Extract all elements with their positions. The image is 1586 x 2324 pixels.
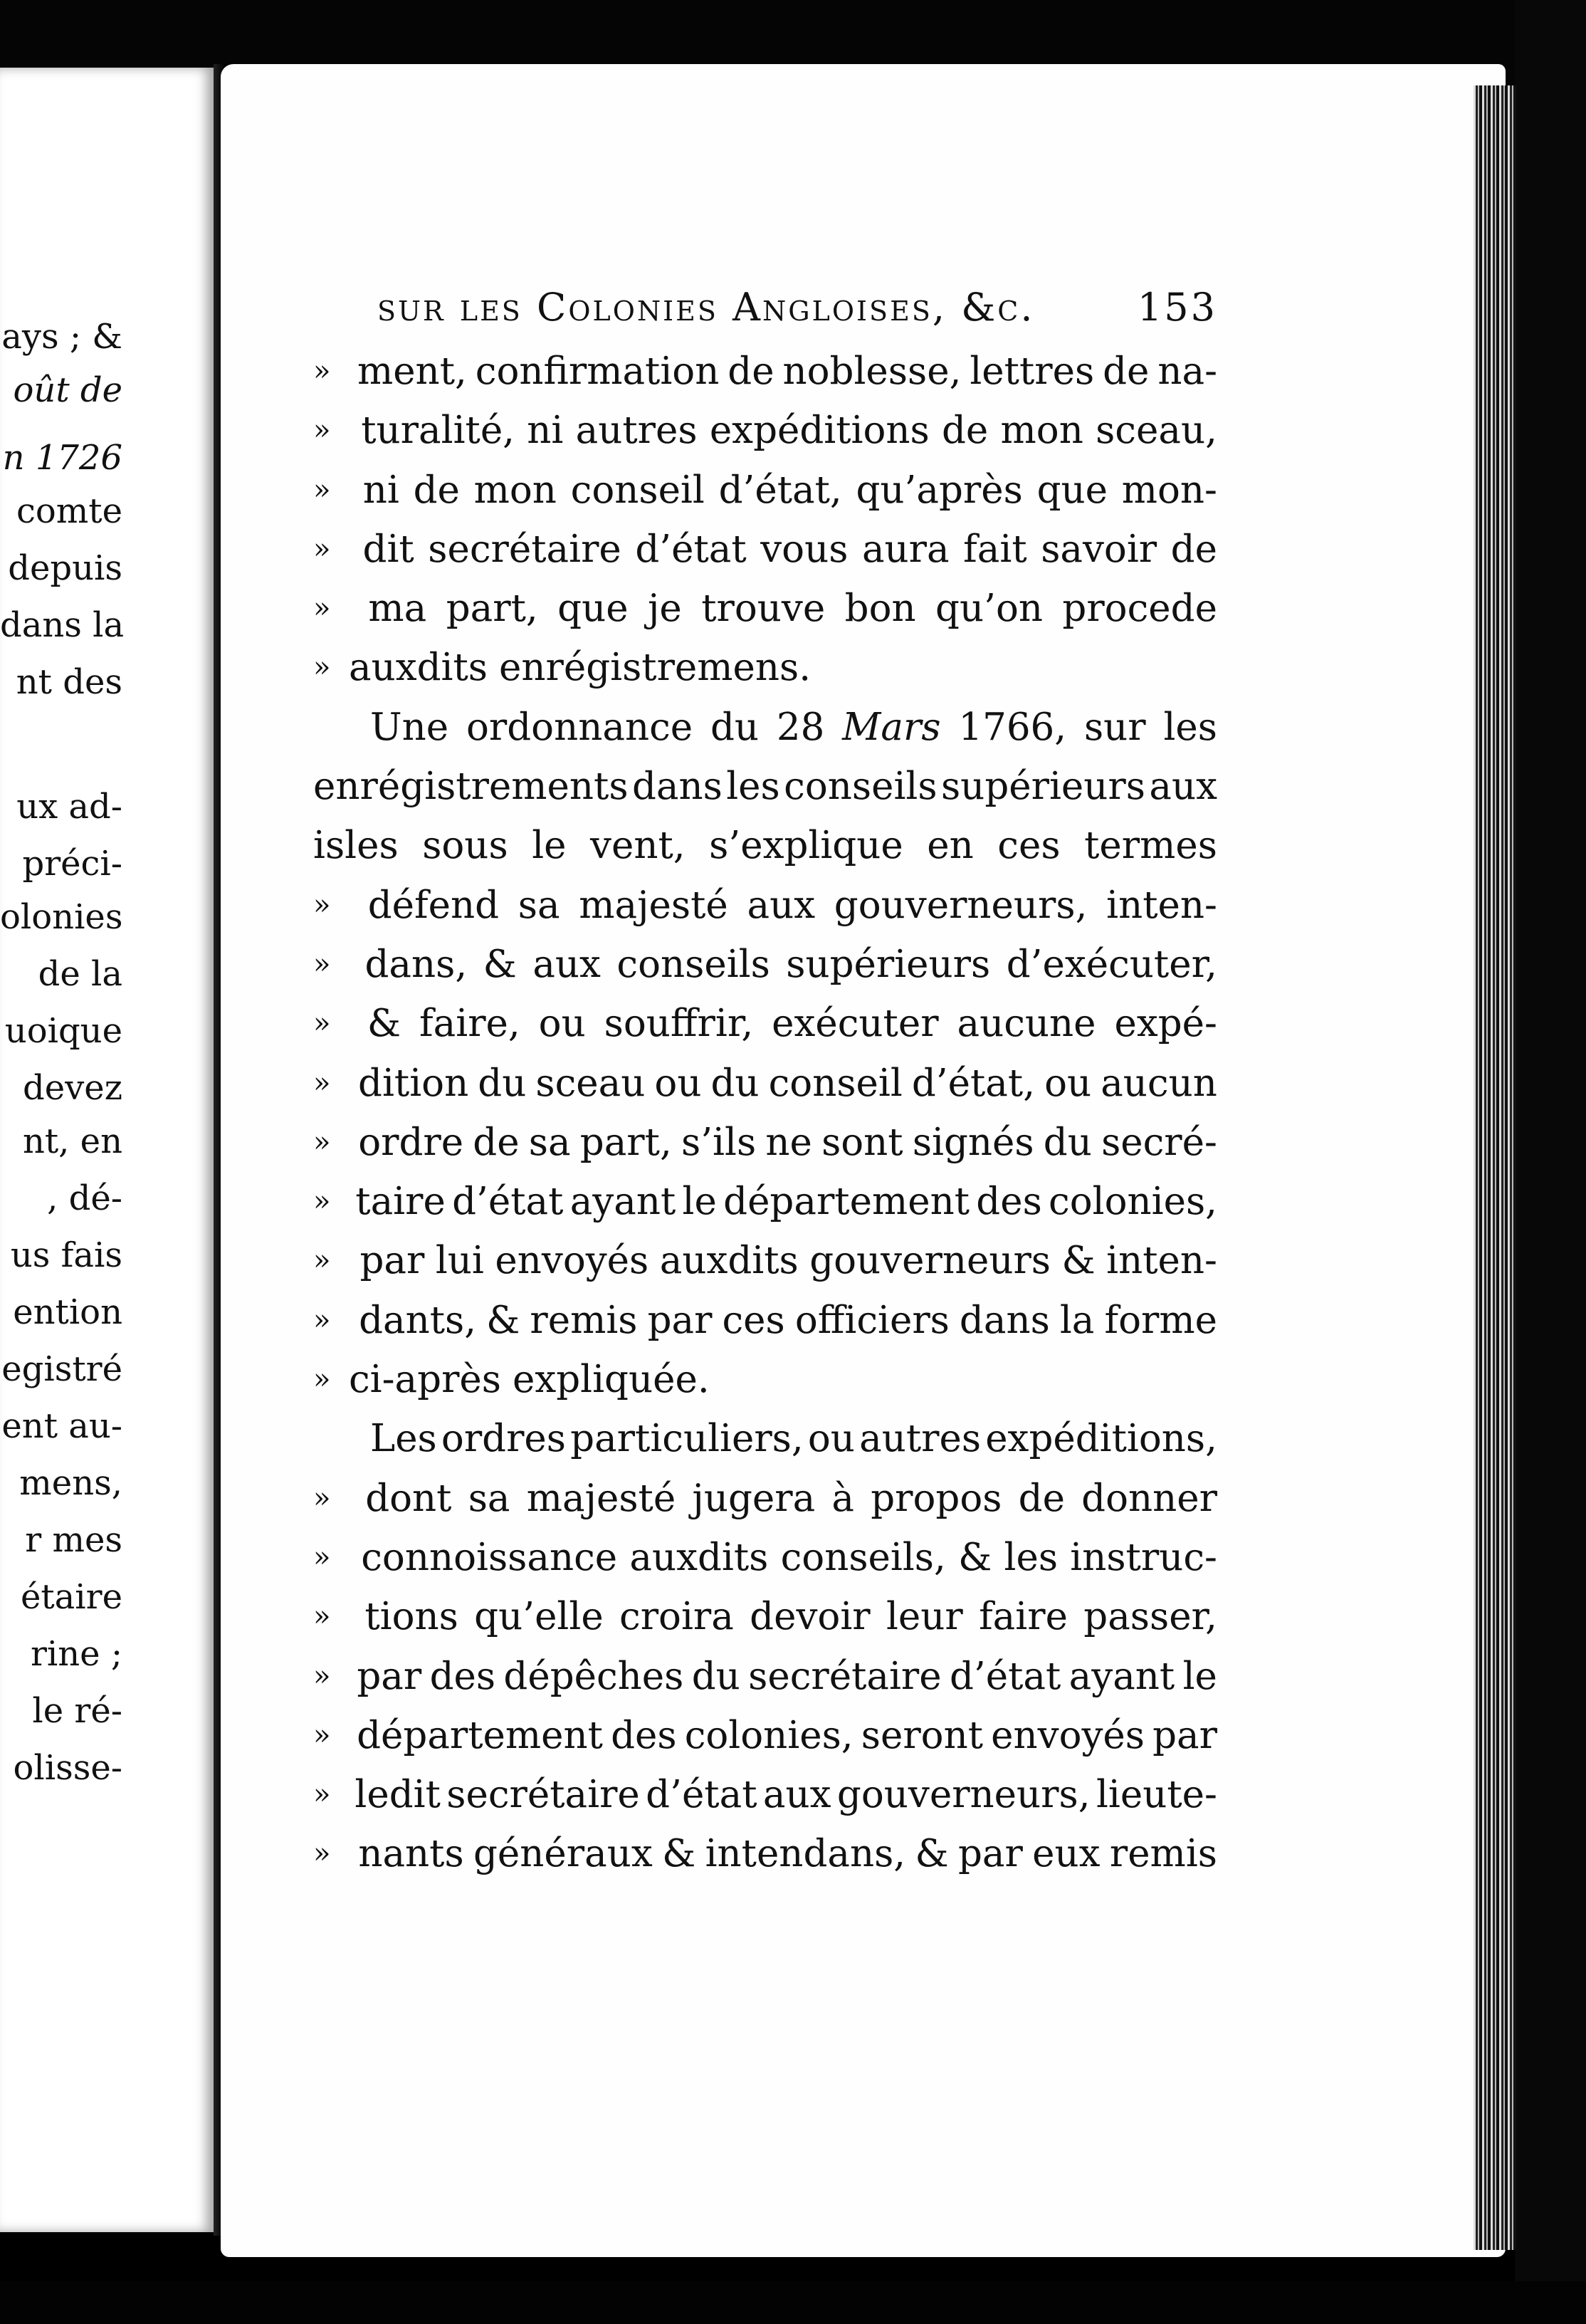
word: ordre — [358, 1120, 464, 1164]
word: aux — [1149, 765, 1217, 809]
word: ou — [807, 1417, 855, 1461]
previous-page-line: dans la — [0, 605, 125, 645]
previous-page-line: olonies — [0, 897, 123, 937]
word: officiers — [794, 1298, 950, 1342]
word: majesté — [526, 1476, 676, 1520]
text-line — [313, 698, 1217, 757]
word: je — [648, 587, 682, 631]
word: donner — [1081, 1476, 1217, 1520]
quote-mark: » — [313, 947, 331, 980]
text-line — [313, 638, 1217, 697]
previous-page-line: n 1726 — [2, 438, 122, 478]
previous-page-line: r mes — [25, 1520, 122, 1560]
word: ces — [722, 1298, 785, 1342]
word: d’exécuter, — [1006, 942, 1217, 986]
word: le — [532, 824, 567, 868]
word: les — [1163, 705, 1217, 749]
word: mon- — [1121, 468, 1217, 512]
quote-mark: » — [313, 414, 331, 447]
word: de — [941, 409, 989, 453]
word: dont — [365, 1476, 452, 1520]
word: taire — [355, 1180, 446, 1224]
word: secrétaire — [428, 527, 621, 571]
word: intendans, — [705, 1832, 906, 1876]
word: dit — [362, 527, 414, 571]
previous-page-line: , dé- — [47, 1178, 122, 1218]
word: de — [413, 468, 460, 512]
previous-page-line: de la — [38, 954, 122, 994]
word: vous — [760, 527, 849, 571]
word: gouverneurs, — [834, 883, 1088, 927]
word: de — [728, 350, 774, 393]
word: du — [478, 1061, 527, 1105]
word: sceau — [535, 1061, 646, 1105]
word: ment, — [357, 350, 467, 393]
word: autres — [859, 1417, 982, 1461]
word: Une — [370, 705, 449, 749]
running-head — [313, 285, 1217, 342]
word: expéditions, — [985, 1417, 1217, 1461]
word: & — [1061, 1239, 1096, 1283]
word: Les — [370, 1417, 437, 1461]
word: par — [647, 1298, 713, 1342]
text-line — [313, 1706, 1217, 1765]
word: expéditions — [709, 409, 930, 453]
page-edges — [1474, 85, 1516, 2250]
previous-page-line: devez — [23, 1068, 122, 1108]
previous-page-line: étaire — [20, 1577, 122, 1617]
word: 28 — [776, 705, 825, 749]
word: faire — [979, 1595, 1068, 1639]
quote-mark: » — [313, 1066, 331, 1099]
previous-page-line: ent au- — [1, 1406, 122, 1446]
word: de — [1018, 1476, 1065, 1520]
word: dants, — [359, 1298, 477, 1342]
word: qu’on — [935, 587, 1043, 631]
word: s’explique — [709, 824, 903, 868]
word: aura — [861, 527, 950, 571]
word: secré- — [1101, 1120, 1217, 1164]
word: par — [357, 1654, 422, 1698]
word: supérieurs — [786, 942, 991, 986]
text-line — [313, 1409, 1217, 1468]
previous-page-line: us fais — [10, 1235, 122, 1275]
word: aux — [747, 883, 816, 927]
word: ni — [362, 468, 399, 512]
quote-mark: » — [313, 1778, 331, 1811]
word: & — [662, 1832, 696, 1876]
word: expé- — [1114, 1002, 1217, 1046]
word: des — [976, 1180, 1042, 1224]
word: expliquée. — [512, 1358, 710, 1402]
word: auxdits — [629, 1535, 769, 1579]
word: ou — [538, 1002, 586, 1046]
word: que — [1036, 468, 1108, 512]
word: de — [1103, 350, 1150, 393]
word: passer, — [1083, 1595, 1217, 1639]
word: sa — [518, 883, 560, 927]
word: aucun — [1101, 1061, 1217, 1105]
word: & — [915, 1832, 949, 1876]
word: propos — [871, 1476, 1002, 1520]
quote-mark: » — [313, 1600, 331, 1633]
quote-mark: » — [313, 1363, 331, 1396]
word: lettres — [970, 350, 1095, 393]
quote-mark: » — [313, 1303, 331, 1336]
word: aux — [762, 1773, 831, 1817]
text-line — [313, 994, 1217, 1053]
word: remis — [530, 1298, 638, 1342]
word: inten- — [1106, 883, 1217, 927]
word: dans, — [364, 942, 468, 986]
text-line — [313, 1765, 1217, 1824]
word: secrétaire — [748, 1654, 942, 1698]
scan-border-right — [1515, 0, 1586, 2324]
text-line — [313, 876, 1217, 935]
word: & — [958, 1535, 992, 1579]
word: lui — [435, 1239, 484, 1283]
word: majesté — [579, 883, 728, 927]
word: par — [1152, 1713, 1217, 1757]
word: noblesse, — [782, 350, 962, 393]
word: conseil — [570, 468, 705, 512]
text-line — [313, 935, 1217, 994]
quote-mark: » — [313, 888, 331, 921]
word: croira — [619, 1595, 734, 1639]
text-line — [313, 461, 1217, 520]
word: termes — [1084, 824, 1217, 868]
word: vent, — [590, 824, 686, 868]
word: exécuter — [772, 1002, 939, 1046]
word: forme — [1104, 1298, 1217, 1342]
word: faire, — [419, 1002, 520, 1046]
word: conseil — [768, 1061, 903, 1105]
word: tions — [364, 1595, 458, 1639]
page-number: 153 — [1137, 285, 1217, 330]
quote-mark: » — [313, 592, 331, 625]
word: le — [1182, 1654, 1217, 1698]
previous-page-line: le ré- — [32, 1691, 122, 1731]
body-text — [313, 342, 1217, 1884]
word: isles — [313, 824, 399, 868]
word: devoir — [750, 1595, 871, 1639]
quote-mark: » — [313, 355, 331, 387]
word: ou — [654, 1061, 702, 1105]
word: de — [473, 1120, 520, 1164]
quote-mark: » — [313, 1481, 331, 1514]
previous-page-line: egistré — [1, 1349, 122, 1389]
word: lieute- — [1096, 1773, 1217, 1817]
word: secrétaire — [446, 1773, 640, 1817]
word: Mars — [842, 705, 941, 749]
word: les — [1004, 1535, 1059, 1579]
text-line — [313, 401, 1217, 460]
previous-page-line: ays ; & — [1, 317, 122, 357]
text-line — [313, 520, 1217, 579]
word: conseils, — [780, 1535, 946, 1579]
text-line — [313, 1647, 1217, 1706]
text-line — [313, 579, 1217, 638]
word: ces — [997, 824, 1061, 868]
word: d’état, — [911, 1061, 1036, 1105]
word: par — [957, 1832, 1023, 1876]
word: que — [557, 587, 629, 631]
word: dans — [631, 765, 723, 809]
word: particuliers, — [570, 1417, 804, 1461]
word: conseils — [616, 942, 770, 986]
word: par — [359, 1239, 425, 1283]
word: sous — [422, 824, 508, 868]
text-line — [313, 342, 1217, 401]
word: signés — [912, 1120, 1034, 1164]
word: part, — [446, 587, 538, 631]
word: département — [723, 1180, 970, 1224]
previous-page-line: nt des — [16, 662, 122, 702]
word: ma — [368, 587, 427, 631]
word: en — [927, 824, 974, 868]
word: remis — [1109, 1832, 1217, 1876]
quote-mark: » — [313, 473, 331, 506]
word: ne — [765, 1120, 812, 1164]
word: d’état — [635, 527, 747, 571]
word: dition — [358, 1061, 469, 1105]
word: ci-après — [349, 1358, 501, 1402]
word: du — [1043, 1120, 1092, 1164]
word: seront — [861, 1713, 984, 1757]
word: trouve — [701, 587, 826, 631]
text-line — [313, 1469, 1217, 1528]
word: les — [726, 765, 780, 809]
text-line — [313, 1528, 1217, 1587]
word: eux — [1032, 1832, 1101, 1876]
word: colonies, — [684, 1713, 854, 1757]
word: du — [691, 1654, 740, 1698]
text-line — [313, 1291, 1217, 1350]
word: part, — [579, 1120, 672, 1164]
word: leur — [886, 1595, 963, 1639]
word: mon — [473, 468, 557, 512]
word: à — [831, 1476, 855, 1520]
text-line — [313, 1824, 1217, 1883]
quote-mark: » — [313, 1718, 331, 1752]
previous-page-line: préci- — [22, 844, 122, 884]
word: savoir — [1041, 527, 1157, 571]
text-line — [313, 1231, 1217, 1290]
quote-mark: » — [313, 1007, 331, 1040]
word: ayant — [1068, 1654, 1175, 1698]
word: bon — [844, 587, 916, 631]
word: auxdits — [659, 1239, 799, 1283]
previous-page-line: uoique — [4, 1011, 122, 1051]
word: turalité, — [361, 409, 515, 453]
word: & — [486, 1298, 520, 1342]
word: généraux — [473, 1832, 653, 1876]
word: s’ils — [681, 1120, 757, 1164]
word: sur — [1083, 705, 1146, 749]
word: jugera — [692, 1476, 816, 1520]
word: fait — [963, 527, 1027, 571]
word: d’état — [646, 1773, 757, 1817]
quote-mark: » — [313, 1540, 331, 1574]
word: ni — [527, 409, 564, 453]
scan-border-bottom — [0, 2281, 1586, 2324]
word: des — [611, 1713, 677, 1757]
word: ou — [1044, 1061, 1092, 1105]
word: mon — [1000, 409, 1083, 453]
word: dans — [959, 1298, 1050, 1342]
word: supérieurs — [940, 765, 1145, 809]
word: ordres — [441, 1417, 566, 1461]
word: des — [429, 1654, 496, 1698]
text-line — [313, 757, 1217, 816]
word: 1766, — [958, 705, 1067, 749]
word: aucune — [957, 1002, 1096, 1046]
quote-mark: » — [313, 651, 331, 684]
word: envoyés — [991, 1713, 1145, 1757]
word: de — [1170, 527, 1217, 571]
word: sont — [821, 1120, 903, 1164]
quote-mark: » — [313, 1837, 331, 1870]
page-text — [313, 285, 1217, 1884]
quote-mark: » — [313, 1125, 331, 1158]
word: inten- — [1106, 1239, 1217, 1283]
word: connoissance — [361, 1535, 618, 1579]
word: du — [710, 1061, 760, 1105]
word: d’état — [452, 1180, 564, 1224]
word: qu’elle — [474, 1595, 604, 1639]
text-line — [313, 1587, 1217, 1646]
word: aux — [532, 942, 601, 986]
previous-page-line: rine ; — [30, 1634, 122, 1674]
word: enrégistremens. — [499, 646, 812, 690]
text-line — [313, 1172, 1217, 1231]
word: gouverneurs, — [836, 1773, 1091, 1817]
word: du — [710, 705, 760, 749]
running-head-title: sur les Colonies Angloises, &c. — [377, 285, 1035, 330]
word: sa — [468, 1476, 510, 1520]
word: ordonnance — [466, 705, 693, 749]
text-line — [313, 1054, 1217, 1113]
previous-page-line: olisse- — [13, 1748, 122, 1788]
word: gouverneurs — [809, 1239, 1051, 1283]
quote-mark: » — [313, 1659, 331, 1692]
word: sa — [528, 1120, 571, 1164]
word: & — [367, 1002, 401, 1046]
quote-mark: » — [313, 1244, 331, 1277]
word: qu’après — [856, 468, 1023, 512]
word: na- — [1157, 350, 1217, 393]
word: souffrir, — [604, 1002, 754, 1046]
word: nants — [358, 1832, 464, 1876]
word: envoyés — [495, 1239, 649, 1283]
text-line — [313, 1113, 1217, 1172]
previous-page-line: oût de — [13, 370, 122, 410]
word: enrégistrements — [313, 765, 629, 809]
quote-mark: » — [313, 532, 331, 565]
word: conseils — [784, 765, 938, 809]
word: d’état — [949, 1654, 1061, 1698]
word: procede — [1062, 587, 1217, 631]
previous-page-line: ention — [13, 1292, 122, 1332]
word: autres — [575, 409, 698, 453]
word: sceau, — [1096, 409, 1217, 453]
word: colonies, — [1049, 1180, 1217, 1224]
word: département — [357, 1713, 603, 1757]
word: confirmation — [475, 350, 720, 393]
previous-page-line: comte — [16, 491, 122, 531]
word: dépêches — [503, 1654, 684, 1698]
text-line — [313, 1350, 1217, 1409]
word: le — [682, 1180, 717, 1224]
word: & — [483, 942, 517, 986]
previous-page-line: depuis — [8, 548, 122, 588]
word: auxdits — [349, 646, 488, 690]
word: ayant — [569, 1180, 676, 1224]
word: la — [1059, 1298, 1095, 1342]
previous-page-line: nt, en — [22, 1121, 122, 1161]
previous-page-line: mens, — [19, 1463, 122, 1503]
previous-page-line: ux ad- — [16, 787, 122, 827]
word: ledit — [355, 1773, 441, 1817]
word: défend — [367, 883, 500, 927]
word: d’état, — [718, 468, 842, 512]
quote-mark: » — [313, 1185, 331, 1218]
word: instruc- — [1070, 1535, 1217, 1579]
text-line — [313, 816, 1217, 875]
